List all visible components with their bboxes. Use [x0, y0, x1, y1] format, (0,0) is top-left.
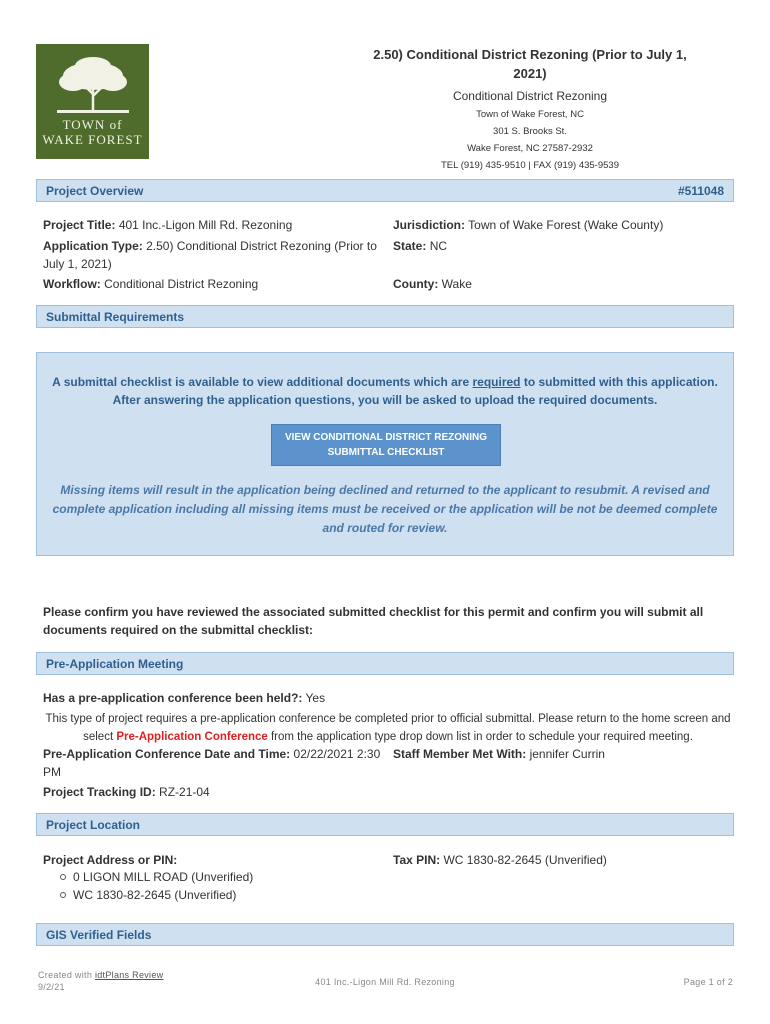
field-label: State: [393, 239, 427, 253]
note-start: This type of project requires a pre-application conference be completed prior to official submittal. Please return to the home screen and select [45, 713, 731, 743]
list-item: WC 1830-82-2645 (Unverified) [73, 886, 253, 904]
workflow-field [43, 275, 383, 293]
list-item: 0 LIGON MILL ROAD (Unverified) [73, 870, 254, 884]
notice-text-start: A submittal checklist is available to view additional documents which are [52, 375, 473, 389]
jurisdiction-field [393, 216, 733, 234]
notice-text [47, 373, 723, 409]
field-value: 2.50) Conditional District Rezoning (Prior to July 1, 2021) [43, 239, 377, 271]
org-phone: TEL (919) 435-9510 | FAX (919) 435-9539 [441, 160, 619, 171]
field-value: Conditional District Rezoning [104, 277, 259, 291]
pre-app-note [43, 710, 733, 746]
submittal-notice-box [36, 352, 734, 556]
view-checklist-button[interactable] [271, 424, 501, 466]
section-header-project-overview [36, 179, 734, 202]
button-label-line1: VIEW CONDITIONAL DISTRICT REZONING [284, 432, 488, 443]
field-value: 02/22/2021 2:30 PM [43, 747, 381, 779]
button-label-line2: SUBMITTAL CHECKLIST [327, 447, 445, 458]
field-label: Jurisdiction: [393, 218, 466, 232]
project-title-field [43, 216, 383, 234]
org-name: Town of Wake Forest, NC [476, 109, 584, 120]
field-label: Project Tracking ID: [43, 785, 156, 799]
required-link[interactable]: required [472, 375, 521, 389]
notice-text-end: to submitted with this application. [520, 375, 718, 389]
org-address-line1: 301 S. Brooks St. [493, 126, 567, 137]
notice-line2: After answering the application questions, you will be asked to upload the required documents. [112, 393, 658, 407]
field-label: Workflow: [43, 277, 101, 291]
document-subtitle: Conditional District Rezoning [452, 89, 608, 103]
pre-app-held-field [43, 689, 733, 707]
field-label: Project Address or PIN: [43, 853, 178, 867]
org-address-line2: Wake Forest, NC 27587-2932 [467, 143, 593, 154]
tax-pin-field [393, 851, 733, 869]
field-label: Staff Member Met With: [393, 747, 527, 761]
logo-text [42, 117, 142, 147]
pre-app-date-field [43, 745, 388, 781]
field-value: RZ-21-04 [159, 785, 210, 799]
field-label: Application Type: [43, 239, 143, 253]
document-title: 2.50) Conditional District Rezoning (Prior to July 1, 2021) [373, 47, 687, 81]
logo-line2: WAKE FOREST [42, 132, 143, 147]
field-label: Tax PIN: [393, 853, 441, 867]
section-title: Submittal Requirements [46, 309, 185, 324]
field-label: County: [393, 277, 439, 291]
field-value: NC [429, 239, 448, 253]
missing-items-warning: Missing items will result in the application being declined and returned to the applicant to resubmit. A revised and complete application including all missing items must be received or the application will be not be deemed complete and routed for review. [52, 483, 718, 535]
section-title: Project Location [46, 817, 141, 832]
field-value: WC 1830-82-2645 (Unverified) [443, 853, 607, 867]
footer-project-name: 401 Inc.-Ligon Mill Rd. Rezoning [315, 977, 455, 987]
document-header [355, 45, 705, 171]
footer-created-text: Created with [38, 970, 95, 980]
footer-date: 9/2/21 [38, 982, 65, 992]
pre-app-conference-highlight: Pre-Application Conference [116, 731, 268, 743]
field-label: Pre-Application Conference Date and Time: [43, 747, 291, 761]
section-header-gis-verified [36, 923, 734, 946]
field-value: Town of Wake Forest (Wake County) [468, 218, 664, 232]
field-value: Yes [305, 691, 326, 705]
state-field [393, 237, 733, 255]
field-value: jennifer Currin [529, 747, 605, 761]
staff-member-field [393, 745, 733, 763]
oak-tree-icon [53, 54, 133, 114]
section-title: GIS Verified Fields [46, 927, 152, 942]
idtplans-link[interactable]: idtPlans Review [94, 970, 164, 980]
section-title: Pre-Application Meeting [46, 656, 184, 671]
footer-created [38, 969, 163, 993]
application-type-field [43, 237, 383, 273]
field-label: Project Title: [43, 218, 116, 232]
county-field [393, 275, 733, 293]
field-value: Wake [441, 277, 472, 291]
project-address-field [43, 851, 383, 869]
section-header-project-location [36, 813, 734, 836]
field-label: Has a pre-application conference been held?: [43, 691, 303, 705]
town-logo [36, 44, 149, 159]
footer-page-number: Page 1 of 2 [683, 977, 733, 987]
note-end: from the application type drop down list in order to schedule your required meeting. [267, 731, 693, 743]
section-title: Project Overview [46, 183, 144, 198]
section-header-submittal-requirements [36, 305, 734, 328]
tracking-id-field [43, 783, 383, 801]
field-value: 401 Inc.-Ligon Mill Rd. Rezoning [118, 218, 293, 232]
logo-line1: TOWN of [62, 117, 123, 132]
confirm-checklist-text: Please confirm you have reviewed the associated submitted checklist for this permit and confirm you will submit all documents required on the submittal checklist: [43, 605, 704, 637]
project-number: #511048 [677, 183, 724, 198]
address-list [48, 868, 253, 904]
section-header-pre-application [36, 652, 734, 675]
